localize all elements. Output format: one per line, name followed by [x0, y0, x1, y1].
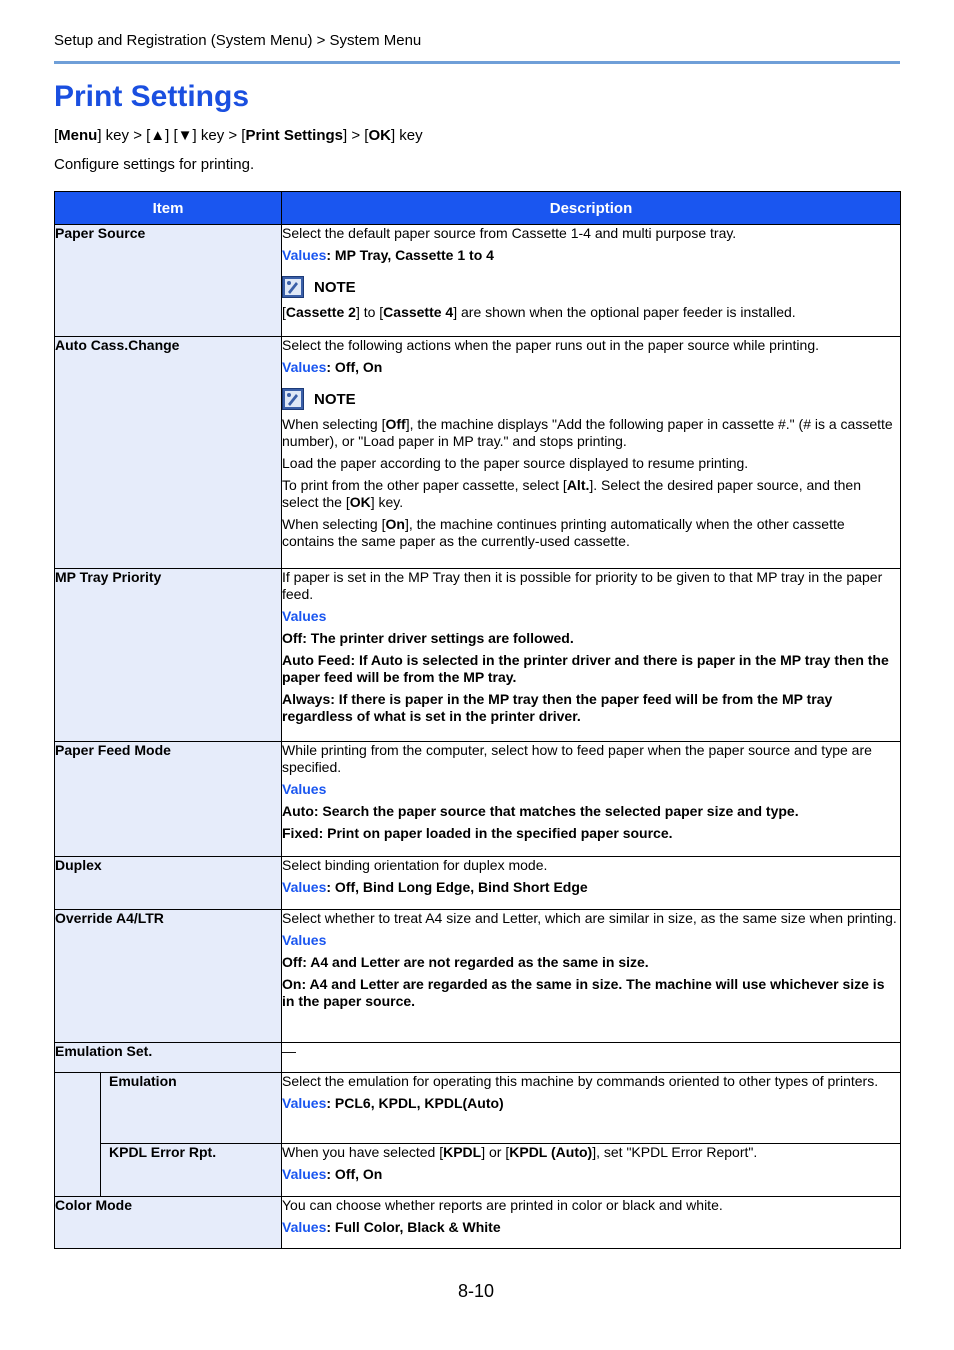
- item-name: Override A4/LTR: [55, 910, 282, 1043]
- table-row: [55, 225, 901, 337]
- values-label: Values: [282, 247, 327, 263]
- table-row: [55, 742, 901, 857]
- table-row: [55, 1073, 901, 1144]
- note-icon: [282, 388, 304, 410]
- item-name: Color Mode: [55, 1197, 282, 1249]
- item-description: Select the following actions when the paper runs out in the paper source while printing. Values: Off, On NOTE When selecting [Off], the machine displays "Add the following paper in cassette #." (# is a cassette number), or "Load paper in MP tray." and stops printing. Load the paper according to the paper source displayed to resume printing. To print from the other paper cassette, select [Alt.]. Select the desired paper source, and then select the [OK] key. When selecting [On], the machine continues printing automatically when the other cassette contains the same paper as the currently-used cassette.: [282, 337, 901, 569]
- item-description: If paper is set in the MP Tray then it is possible for priority to be given to that MP tray in the paper feed. Values Off: The printer driver settings are followed. Auto Feed: If Auto is selected in the printer driver and there is paper in the MP tray then the paper feed will be from the MP tray. Always: If there is paper in the MP tray then the paper feed will be from the MP tray regardless of what is set in the printer driver.: [282, 569, 901, 742]
- item-description: You can choose whether reports are printed in color or black and white. Values: Full Color, Black & White: [282, 1197, 901, 1249]
- item-description: Select binding orientation for duplex mode. Values: Off, Bind Long Edge, Bind Short Edge: [282, 857, 901, 910]
- menu-key: Menu: [58, 127, 98, 144]
- table-row: [55, 569, 901, 742]
- values-label: Values: [282, 879, 327, 895]
- values-label: Values: [282, 1219, 327, 1235]
- note-heading: NOTE: [282, 388, 900, 410]
- item-description: —: [282, 1043, 901, 1073]
- item-name: Duplex: [55, 857, 282, 910]
- values-label: Values: [282, 359, 327, 375]
- item-name: Auto Cass.Change: [55, 337, 282, 569]
- note-icon: [282, 276, 304, 298]
- values-label: Values: [282, 781, 327, 797]
- item-description: Select the emulation for operating this machine by commands oriented to other types of printers. Values: PCL6, KPDL, KPDL(Auto): [282, 1073, 901, 1144]
- column-header-description: Description: [282, 192, 901, 225]
- item-name: Emulation: [101, 1073, 282, 1144]
- group-indent: [55, 1073, 101, 1197]
- key-path: [Menu] key > [▲] [▼] key > [Print Settings] > [OK] key: [54, 127, 423, 144]
- item-name: MP Tray Priority: [55, 569, 282, 742]
- values-label: Values: [282, 1095, 327, 1111]
- settings-table: [54, 191, 901, 1249]
- item-name: Paper Source: [55, 225, 282, 337]
- ok-key: OK: [368, 127, 391, 144]
- item-description: Select whether to treat A4 size and Letter, which are similar in size, as the same size when printing. Values Off: A4 and Letter are not regarded as the same in size. On: A4 and Letter are regarded as the same in size. The machine will use whichever size is in the paper source.: [282, 910, 901, 1043]
- item-description: While printing from the computer, select how to feed paper when the paper source and type are specified. Values Auto: Search the paper source that matches the selected paper size and type. Fixed: Print on paper loaded in the specified paper source.: [282, 742, 901, 857]
- table-header-row: [55, 192, 901, 225]
- item-description: Select the default paper source from Cassette 1-4 and multi purpose tray. Values: MP Tray, Cassette 1 to 4 NOTE [Cassette 2] to [Cassette 4] are shown when the optional paper feeder is installed.: [282, 225, 901, 337]
- table-row: [55, 910, 901, 1043]
- intro-text: Configure settings for printing.: [54, 156, 255, 173]
- table-row: [55, 857, 901, 910]
- values-label: Values: [282, 932, 327, 948]
- page-number: 8-10: [458, 1281, 495, 1301]
- values-label: Values: [282, 608, 327, 624]
- table-row: [55, 1144, 901, 1197]
- item-description: When you have selected [KPDL] or [KPDL (Auto)], set "KPDL Error Report". Values: Off, On: [282, 1144, 901, 1197]
- column-header-item: Item: [55, 192, 282, 225]
- up-arrow-key: ▲: [150, 127, 166, 144]
- print-settings-key: Print Settings: [245, 127, 343, 144]
- item-name: KPDL Error Rpt.: [101, 1144, 282, 1197]
- header-divider: [54, 61, 900, 64]
- note-heading: NOTE: [282, 276, 900, 298]
- breadcrumb: Setup and Registration (System Menu) > System Menu: [54, 32, 422, 49]
- item-name: Emulation Set.: [55, 1043, 282, 1073]
- values-label: Values: [282, 1166, 327, 1182]
- table-row: [55, 337, 901, 569]
- down-arrow-key: ▼: [177, 127, 193, 144]
- item-name: Paper Feed Mode: [55, 742, 282, 857]
- table-row: [55, 1197, 901, 1249]
- table-row: [55, 1043, 901, 1073]
- page-title: Print Settings: [54, 80, 250, 113]
